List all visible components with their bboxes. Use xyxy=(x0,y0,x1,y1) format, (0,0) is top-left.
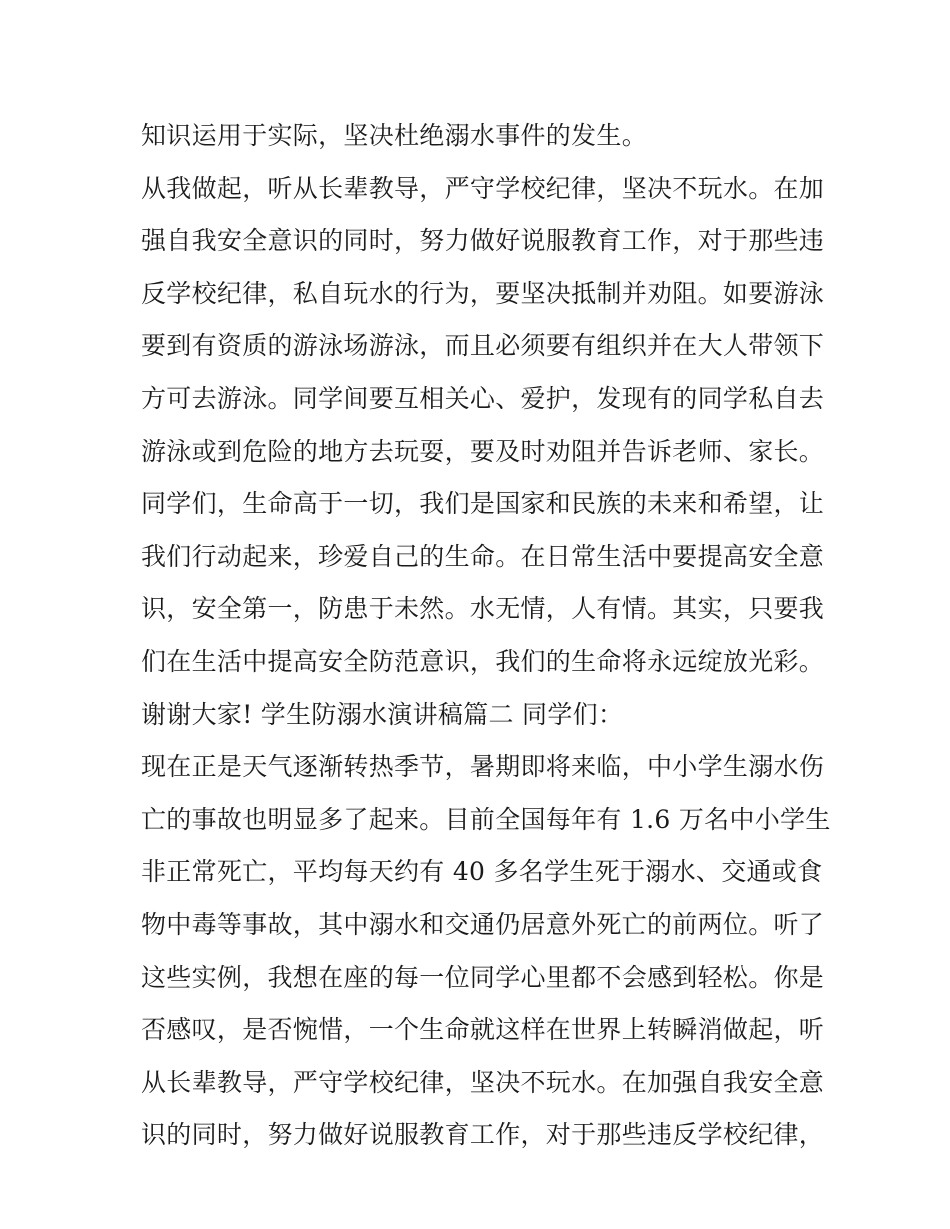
text-line: 物中毒等事故，其中溺水和交通仍居意外死亡的前两位。听了 xyxy=(141,909,825,939)
text-line: 从我做起，听从长辈教导，严守学校纪律，坚决不玩水。在加 xyxy=(141,173,825,203)
text-line: 同学们，生命高于一切，我们是国家和民族的未来和希望，让 xyxy=(141,489,825,519)
text-line: 游泳或到危险的地方去玩耍，要及时劝阻并告诉老师、家长。 xyxy=(141,436,825,466)
text-line: 知识运用于实际，坚决杜绝溺水事件的发生。 xyxy=(141,121,648,150)
text-line: 否感叹，是否惋惜，一个生命就这样在世界上转瞬消做起，听 xyxy=(141,1015,825,1045)
text-line: 方可去游泳。同学间要互相关心、爱护，发现有的同学私自去 xyxy=(141,383,825,413)
text-line: 谢谢大家! 学生防溺水演讲稿篇二 同学们： xyxy=(141,699,624,729)
text-line: 识，安全第一，防患于未然。水无情，人有情。其实，只要我 xyxy=(141,594,825,624)
text-line: 识的同时，努力做好说服教育工作，对于那些违反学校纪律， xyxy=(141,1120,825,1150)
text-line: 非正常死亡，平均每天约有 40 多名学生死于溺水、交通或食 xyxy=(141,857,823,887)
text-line: 这些实例，我想在座的每一位同学心里都不会感到轻松。你是 xyxy=(141,962,825,992)
text-line: 我们行动起来，珍爱自己的生命。在日常生活中要提高安全意 xyxy=(141,541,825,571)
text-line: 亡的事故也明显多了起来。目前全国每年有 1.6 万名中小学生 xyxy=(141,804,831,834)
text-line: 们在生活中提高安全防范意识，我们的生命将永远绽放光彩。 xyxy=(141,646,825,676)
text-line: 现在正是天气逐渐转热季节，暑期即将来临，中小学生溺水伤 xyxy=(141,752,825,782)
text-line: 从长辈教导，严守学校纪律，坚决不玩水。在加强自我安全意 xyxy=(141,1067,825,1097)
text-line: 反学校纪律，私自玩水的行为，要坚决抵制并劝阻。如要游泳 xyxy=(141,278,825,308)
text-line: 强自我安全意识的同时，努力做好说服教育工作，对于那些违 xyxy=(141,226,825,256)
text-line: 要到有资质的游泳场游泳，而且必须要有组织并在大人带领下 xyxy=(141,331,825,361)
document-body xyxy=(141,110,831,1162)
